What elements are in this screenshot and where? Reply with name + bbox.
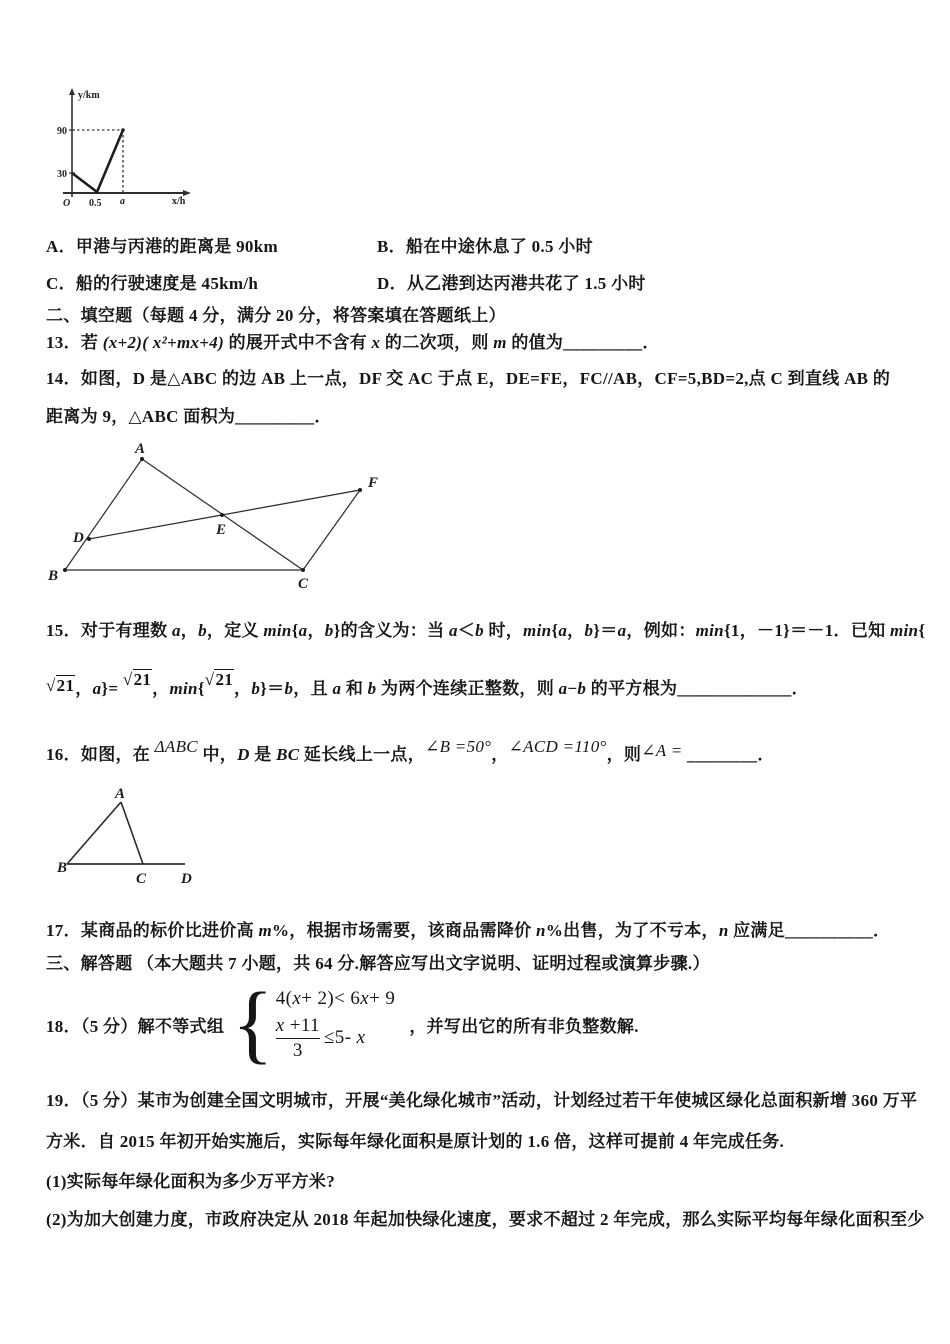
segment-CF [303, 490, 360, 570]
segment-BA [67, 802, 121, 864]
segment-AC [121, 802, 143, 864]
x-tick-a: a [120, 196, 125, 207]
question-16-text: 16．如图，在 ΔABC 中，D 是 BC 延长线上一点，∠B =50°，∠ACD =110°，则∠A = ________． [46, 737, 775, 764]
journey-line [72, 130, 123, 192]
option-c: C．船的行驶速度是 45km/h [46, 274, 259, 293]
question-14-line2: 距离为 9，△ABC 面积为_________． [46, 407, 332, 426]
point-D [87, 537, 91, 541]
label-C: C [298, 576, 309, 592]
question-14-line1: 14．如图，D 是△ABC 的边 AB 上一点，DF 交 AC 于点 E，DE=FE，FC//AB，CF=5,BD=2,点 C 到直线 AB 的 [46, 369, 891, 388]
fraction-bar [276, 1038, 320, 1039]
question-18-prefix: 18．（5 分）解不等式组 [46, 1016, 225, 1036]
inequality-system [276, 988, 396, 1061]
point-A [140, 457, 144, 461]
label-F: F [368, 475, 379, 491]
inequality-2 [276, 1016, 396, 1061]
y-axis-label: y/km [78, 90, 100, 101]
segment-BA [65, 459, 142, 570]
question-17-text: 17．某商品的标价比进价高 m%，根据市场需要，该商品需降价 n%出售，为了不亏本，n 应满足__________． [46, 921, 891, 940]
label-A: A [115, 786, 126, 802]
question-19-part2: (2)为加大创建力度，市政府决定从 2018 年起加快绿化速度，要求不超过 2 年完成，那么实际平均每年绿化面积至少 [46, 1210, 925, 1229]
section-answer-title: 三、解答题 （本大题共 7 小题，共 64 分.解答应写出文字说明、证明过程或演算步骤.） [46, 954, 710, 973]
origin-label: O [63, 198, 71, 209]
system-brace: { [232, 974, 274, 1073]
triangle-figure-q16 [57, 786, 227, 891]
option-d: D．从乙港到达丙港共花了 1.5 小时 [377, 274, 646, 293]
label-B: B [57, 860, 68, 876]
section-fill-in-title: 二、填空题（每题 4 分，满分 20 分，将答案填在答题纸上） [46, 306, 506, 325]
point-B [63, 568, 67, 572]
triangle-q16-svg [57, 786, 227, 891]
fraction [276, 1016, 320, 1061]
triangle-figure-q14 [40, 440, 400, 595]
question-18 [46, 974, 639, 1073]
question-19-part1: (1)实际每年绿化面积为多少万平方米? [46, 1172, 336, 1191]
triangle-q14-svg [40, 440, 400, 595]
label-D: D [181, 871, 192, 887]
option-b: B．船在中途休息了 0.5 小时 [377, 237, 593, 256]
question-19-line1: 19．（5 分）某市为创建全国文明城市，开展“美化绿化城市”活动，计划经过若干年使城区绿化总面积新增 360 万平 [46, 1091, 918, 1110]
fraction-numerator: x +11 [275, 1014, 320, 1036]
question-19-line2: 方米．自 2015 年初开始实施后，实际每年绿化面积是原计划的 1.6 倍，这样可提前 4 年完成任务. [46, 1132, 785, 1151]
point-E [220, 513, 224, 517]
label-D: D [73, 530, 84, 546]
point-C [301, 568, 305, 572]
y-tick-90: 90 [57, 126, 67, 137]
distance-time-graph-figure [55, 85, 195, 213]
graph-svg [55, 85, 195, 213]
fraction-denominator: 3 [292, 1039, 303, 1061]
question-15-line2: √21，a}= √21，min{√21，b}＝b，且 a 和 b 为两个连续正整数，则 a−b 的平方根为_____________． [46, 670, 809, 698]
x-axis-label: x/h [172, 196, 186, 207]
inequality-1: 4( x + 2)< 6 x + 9 [275, 987, 396, 1009]
question-18-suffix: ，并写出它的所有非负整数解. [409, 1016, 639, 1036]
option-a: A．甲港与丙港的距离是 90km [46, 237, 278, 256]
label-A: A [135, 441, 146, 457]
x-tick-05: 0.5 [89, 198, 102, 209]
question-13-text: 13．若 (x+2)( x²+mx+4) 的展开式中不含有 x 的二次项，则 m 的值为_________． [46, 333, 660, 352]
y-tick-30: 30 [57, 169, 67, 180]
point-F [358, 488, 362, 492]
inequality-2-rest: ≤5- x [323, 1027, 366, 1048]
label-E: E [216, 522, 227, 538]
label-B: B [48, 568, 59, 584]
label-C: C [136, 871, 147, 887]
question-15-line1: 15．对于有理数 a，b，定义 min{a，b}的含义为：当 a＜b 时，min{a，b}＝a，例如：min{1，－1}＝－1．已知 min{ [46, 621, 926, 640]
endpoint-dot [121, 128, 125, 132]
y-axis-arrow [69, 88, 75, 95]
